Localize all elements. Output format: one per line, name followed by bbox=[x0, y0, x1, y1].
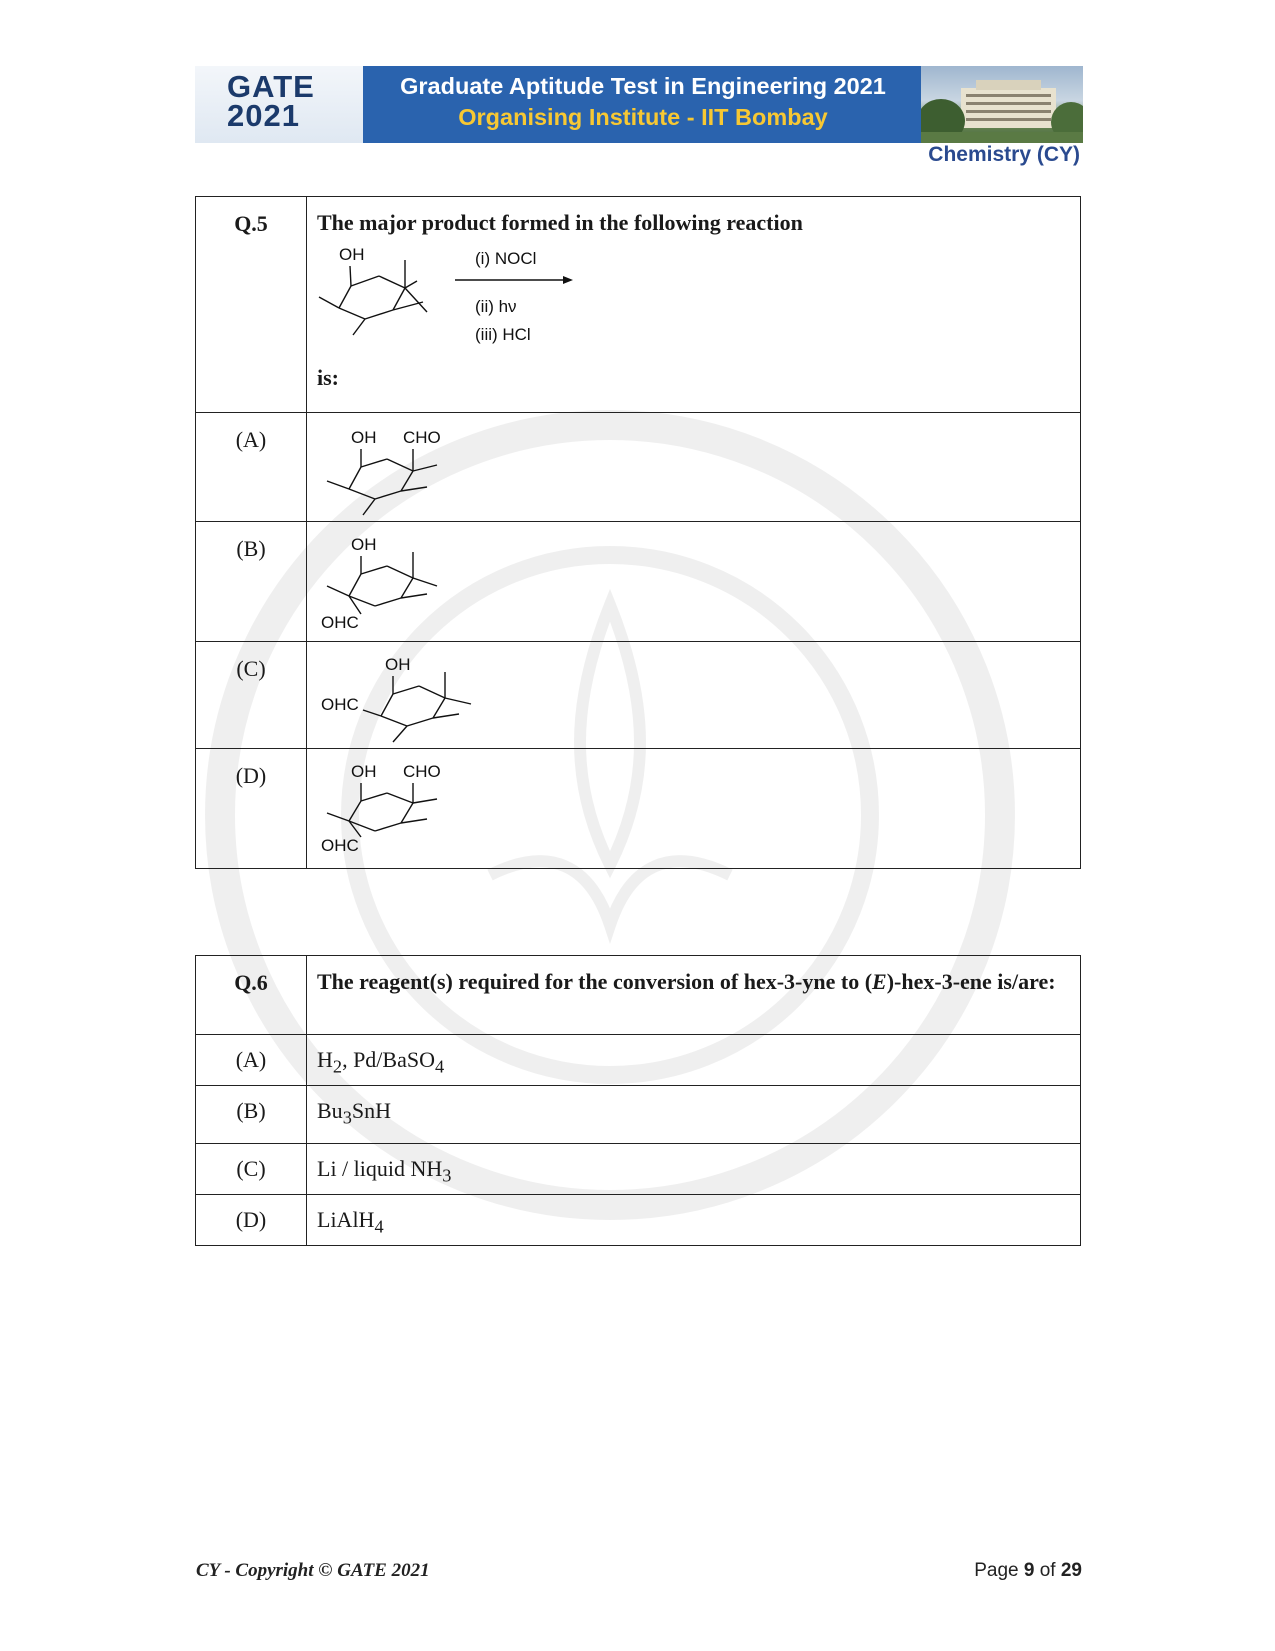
header-banner bbox=[195, 66, 1083, 143]
option-c-structure bbox=[317, 648, 537, 748]
option-label: (D) bbox=[235, 763, 267, 788]
option-d-structure bbox=[317, 755, 517, 865]
option-row-b bbox=[196, 522, 1081, 642]
banner-subtitle: Organising Institute - IIT Bombay bbox=[458, 104, 828, 130]
group-cho: CHO bbox=[403, 762, 441, 781]
reagent-3: (iii) HCl bbox=[475, 325, 531, 344]
question-row bbox=[196, 956, 1081, 1035]
footer-copyright: CY - Copyright © GATE 2021 bbox=[196, 1560, 430, 1581]
option-row-c bbox=[196, 1144, 1081, 1195]
option-label: (A) bbox=[235, 1047, 267, 1072]
arrow-head bbox=[563, 276, 573, 284]
group-oh: OH bbox=[351, 535, 377, 554]
option-row-d bbox=[196, 749, 1081, 869]
reagent-2: (ii) hν bbox=[475, 297, 517, 316]
group-oh: OH bbox=[385, 655, 411, 674]
option-text: $H_2$, Pd/BaSO$_4$ bbox=[317, 1047, 445, 1077]
option-label: (B) bbox=[236, 536, 266, 561]
banner-text-panel bbox=[363, 66, 921, 143]
reactant-oh: OH bbox=[339, 245, 365, 264]
gate-logo bbox=[195, 66, 363, 143]
option-text: LiAlH$_4$ bbox=[317, 1207, 384, 1237]
banner-title: Graduate Aptitude Test in Engineering 2021 bbox=[400, 73, 886, 99]
group-ohc: OHC bbox=[321, 836, 359, 855]
option-a-structure bbox=[317, 421, 517, 521]
group-cho: CHO bbox=[403, 428, 441, 447]
option-b-structure bbox=[317, 528, 517, 638]
group-oh: OH bbox=[351, 428, 377, 447]
question-row bbox=[196, 197, 1081, 413]
group-ohc: OHC bbox=[321, 613, 359, 632]
option-label: (D) bbox=[235, 1207, 267, 1232]
option-row-b bbox=[196, 1086, 1081, 1144]
question-text: The reagent(s) required for the conversion of hex-3-yne to (E)-hex-3-ene is/are: bbox=[317, 969, 1056, 994]
option-label: (C) bbox=[236, 1156, 266, 1181]
option-row-a bbox=[196, 413, 1081, 522]
option-label: (B) bbox=[236, 1098, 266, 1123]
reaction-scheme bbox=[307, 236, 627, 356]
reactant-structure bbox=[319, 260, 427, 335]
is-label: is: bbox=[317, 365, 339, 390]
question-5-table bbox=[195, 196, 1081, 869]
question-text: The major product formed in the following reaction bbox=[317, 210, 803, 235]
group-ohc: OHC bbox=[321, 695, 359, 714]
subject-label: Chemistry (CY) bbox=[928, 143, 1080, 166]
campus-photo bbox=[921, 66, 1083, 143]
group-oh: OH bbox=[351, 762, 377, 781]
option-label: (C) bbox=[236, 656, 266, 681]
logo-year: 2021 bbox=[227, 98, 300, 133]
option-text: Li / liquid $NH_3$ bbox=[317, 1156, 452, 1186]
question-6-table bbox=[195, 955, 1081, 1246]
logo-word: GATE bbox=[227, 69, 315, 104]
stereo-descriptor: E bbox=[872, 969, 887, 994]
option-row-a bbox=[196, 1035, 1081, 1086]
option-row-c bbox=[196, 642, 1081, 749]
option-row-d bbox=[196, 1195, 1081, 1246]
question-number: Q.5 bbox=[234, 211, 268, 236]
page-number: Page 9 of 29 bbox=[974, 1560, 1082, 1581]
option-text: $Bu_3SnH$ bbox=[317, 1098, 391, 1128]
option-label: (A) bbox=[235, 427, 267, 452]
building-illustration bbox=[921, 66, 1083, 143]
question-number: Q.6 bbox=[234, 970, 268, 995]
reagent-1: (i) NOCl bbox=[475, 249, 537, 268]
